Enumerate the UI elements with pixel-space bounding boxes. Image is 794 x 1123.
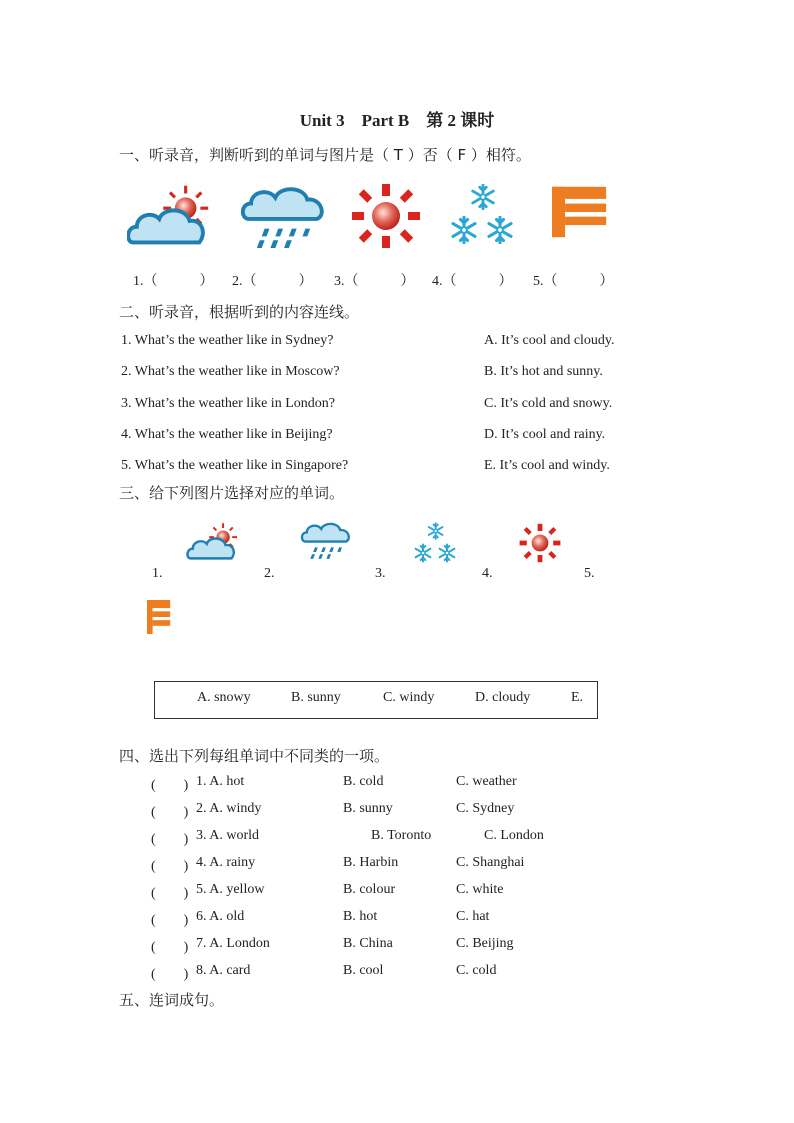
windy-icon	[147, 600, 171, 634]
option-b: B. Harbin	[343, 855, 399, 870]
rainy-icon	[241, 186, 329, 250]
option-b: B. hot	[343, 909, 378, 924]
word-option: C. windy	[383, 690, 435, 705]
option-b: B. colour	[343, 882, 396, 897]
sunny-icon	[351, 183, 421, 249]
answer-blank-3[interactable]: 3.（ ）	[334, 274, 415, 289]
option-a: 5. A. yellow	[196, 882, 265, 897]
answer-paren[interactable]: ( )	[151, 859, 189, 874]
option-c: C. Shanghai	[456, 855, 525, 870]
answer-paren[interactable]: ( )	[151, 940, 189, 955]
option-b: B. cool	[343, 963, 384, 978]
cloudy-icon	[127, 183, 215, 249]
question-item: 2. What’s the weather like in Moscow?	[121, 364, 340, 379]
option-a: 2. A. windy	[196, 801, 262, 816]
answer-paren[interactable]: ( )	[151, 886, 189, 901]
answer-blank-1[interactable]: 1.（ ）	[133, 274, 214, 289]
word-option: B. sunny	[291, 690, 341, 705]
option-b: B. Toronto	[371, 828, 432, 843]
picture-number-4: 4.	[482, 566, 493, 581]
option-b: B. cold	[343, 774, 384, 789]
answer-item: D. It’s cool and rainy.	[484, 427, 606, 442]
option-c: C. Sydney	[456, 801, 515, 816]
answer-item: E. It’s cool and windy.	[484, 458, 610, 473]
option-a: 6. A. old	[196, 909, 245, 924]
answer-blank-5[interactable]: 5.（ ）	[533, 274, 614, 289]
picture-number-2: 2.	[264, 566, 275, 581]
word-option: E.	[571, 690, 584, 705]
section5-heading: 五、连词成句。	[119, 991, 225, 1009]
option-a: 8. A. card	[196, 963, 251, 978]
option-b: B. sunny	[343, 801, 393, 816]
option-a: 1. A. hot	[196, 774, 245, 789]
picture-number-1: 1.	[152, 566, 163, 581]
section2-heading: 二、听录音，根据听到的内容连线。	[119, 303, 360, 321]
answer-paren[interactable]: ( )	[151, 805, 189, 820]
snowy-icon	[410, 521, 460, 565]
option-a: 3. A. world	[196, 828, 259, 843]
option-c: C. cold	[456, 963, 497, 978]
answer-paren[interactable]: ( )	[151, 913, 189, 928]
page-title: Unit 3 Part B 第 2 课时	[299, 111, 495, 130]
answer-blank-2[interactable]: 2.（ ）	[232, 274, 313, 289]
question-item: 5. What’s the weather like in Singapore?	[121, 458, 349, 473]
answer-blank-4[interactable]: 4.（ ）	[432, 274, 513, 289]
option-c: C. Beijing	[456, 936, 514, 951]
question-item: 3. What’s the weather like in London?	[121, 396, 335, 411]
question-item: 4. What’s the weather like in Beijing?	[121, 427, 333, 442]
option-a: 7. A. London	[196, 936, 270, 951]
picture-number-3: 3.	[375, 566, 386, 581]
section1-heading: 一、听录音，判断听到的单词与图片是（ T ）否（ F ）相符。	[119, 146, 531, 164]
snowy-icon	[446, 182, 518, 248]
sunny-icon	[519, 523, 561, 563]
option-a: 4. A. rainy	[196, 855, 256, 870]
word-option: D. cloudy	[475, 690, 531, 705]
section4-heading: 四、选出下列每组单词中不同类的一项。	[119, 747, 390, 765]
rainy-icon	[300, 522, 354, 560]
windy-icon	[552, 186, 608, 238]
option-c: C. hat	[456, 909, 490, 924]
answer-paren[interactable]: ( )	[151, 778, 189, 793]
word-option: A. snowy	[197, 690, 251, 705]
answer-item: A. It’s cool and cloudy.	[484, 333, 615, 348]
option-c: C. white	[456, 882, 504, 897]
option-c: C. weather	[456, 774, 517, 789]
picture-number-5: 5.	[584, 566, 595, 581]
answer-paren[interactable]: ( )	[151, 832, 189, 847]
cloudy-icon	[186, 522, 242, 562]
question-item: 1. What’s the weather like in Sydney?	[121, 333, 334, 348]
answer-item: B. It’s hot and sunny.	[484, 364, 603, 379]
option-c: C. London	[484, 828, 544, 843]
answer-paren[interactable]: ( )	[151, 967, 189, 982]
option-b: B. China	[343, 936, 393, 951]
answer-item: C. It’s cold and snowy.	[484, 396, 613, 411]
section3-heading: 三、给下列图片选择对应的单词。	[119, 484, 345, 502]
